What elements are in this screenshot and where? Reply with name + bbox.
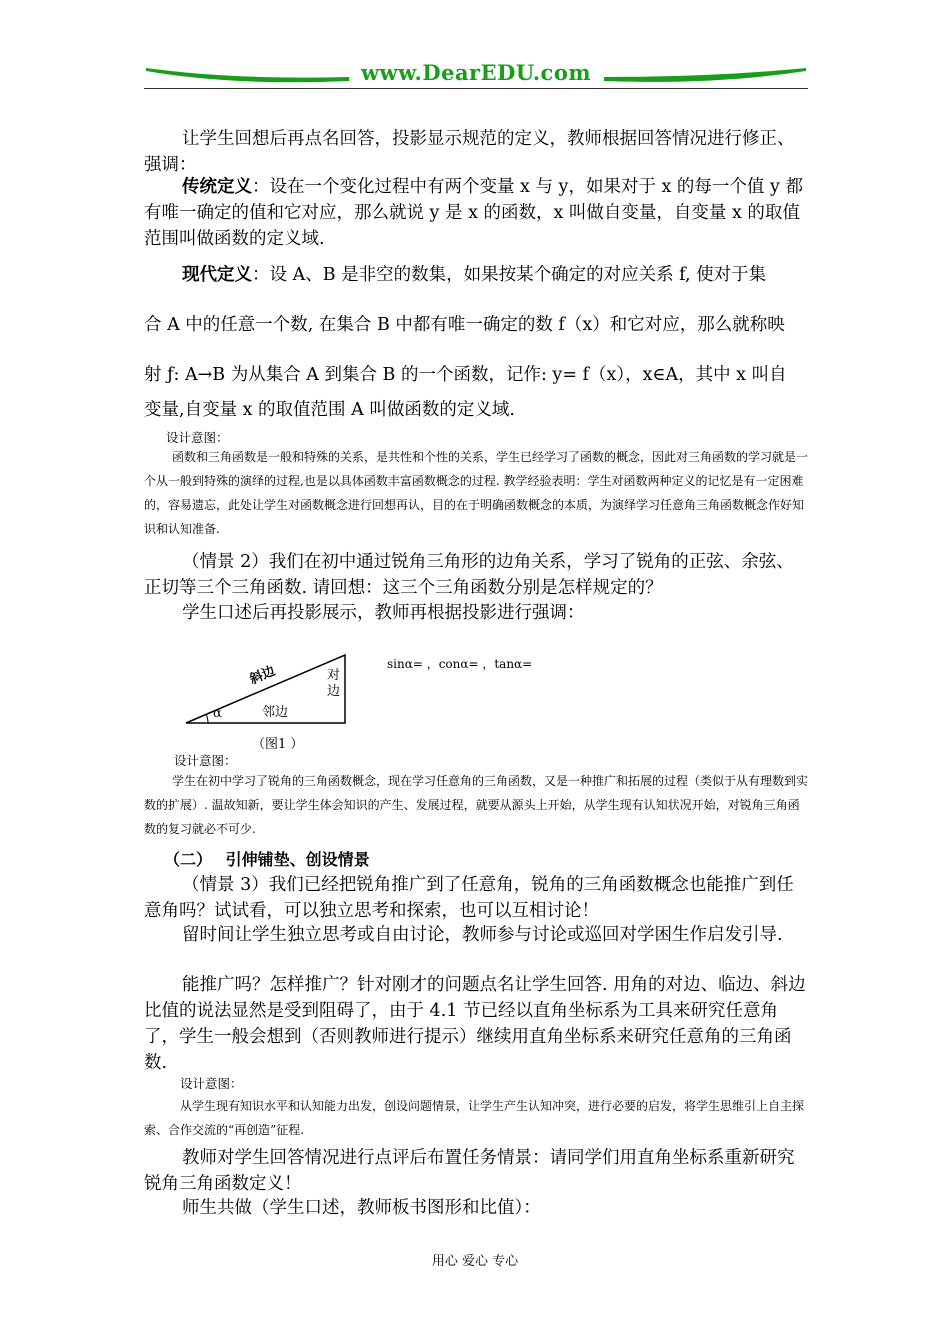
opposite-label: 对边 bbox=[327, 668, 341, 699]
trig-formula: sinα= ，conα= ，tanα= bbox=[387, 657, 533, 671]
design-intent-title-3: 设计意图： bbox=[180, 1076, 243, 1091]
design-intent-note-1: 函数和三角函数是一般和特殊的关系，是共性和个性的关系，学生已经学习了函数的概念，因此对三角函数的学习就是一个从一般到特殊的演绎的过程,也是以具体函数丰富函数概念的过程. 教学经验表明：学生对函数两种定义的记忆是有一定困难的，容易遗忘，此处让学生对函数概念进行回想再认，目的在于明确函数概念的本质，为演绎学习任意角三角函数概念作好知识和认知准备. bbox=[144, 450, 809, 536]
design-intent-title-2: 设计意图： bbox=[174, 753, 237, 768]
brand-logo[interactable]: www.DearEDU.com bbox=[360, 60, 592, 85]
modern-definition-text-1: ：设 A、B 是非空的数集，如果按某个确定的对应关系 f, 使对于集 bbox=[252, 265, 767, 285]
paragraph-co-work: 师生共做（学生口述，教师板书图形和比值）： bbox=[182, 1198, 541, 1218]
modern-definition-line-1 bbox=[144, 262, 808, 288]
page-header bbox=[144, 58, 808, 94]
figure-caption: （图1 ） bbox=[252, 737, 304, 752]
paragraph-traditional-definition bbox=[144, 174, 808, 252]
header-rule bbox=[144, 88, 808, 89]
angle-label: α bbox=[213, 706, 222, 721]
paragraph-generalize: 能推广吗？怎样推广？针对刚才的问题点名让学生回答. 用角的对边、临边、斜边比值的说法显然是受到阻碍了，由于 4.1 节已经以直角坐标系为工具来研究任意角了，学生一般会想到（否则教师进行提示）继续用直角坐标系来研究任意角的三角函数. bbox=[144, 975, 806, 1073]
adjacent-label: 邻边 bbox=[262, 705, 289, 720]
design-intent-title-1: 设计意图： bbox=[166, 430, 229, 445]
paragraph-1: 让学生回想后再点名回答，投影显示规范的定义，教师根据回答情况进行修正、强调： bbox=[144, 129, 795, 175]
traditional-definition-text: ：设在一个变化过程中有两个变量 x 与 y，如果对于 x 的每一个值 y 都有唯一确定的值和它对应，那么就说 y 是 x 的函数，x 叫做自变量，自变量 x 的取值范围叫做函数的定义域. bbox=[144, 177, 803, 249]
modern-definition-label: 现代定义 bbox=[182, 265, 252, 285]
paragraph-projection: 学生口述后再投影展示，教师再根据投影进行强调： bbox=[182, 603, 585, 623]
paragraph-scenario-2: （情景 2）我们在初中通过锐角三角形的边角关系，学习了锐角的正弦、余弦、正切等三个三角函数. 请回想：这三个三角函数分别是怎样规定的？ bbox=[144, 552, 794, 598]
hypotenuse-label: 斜边 bbox=[247, 663, 278, 688]
design-intent-note-3: 从学生现有知识水平和认知能力出发，创设问题情景，让学生产生认知冲突，进行必要的启发，将学生思维引上自主探索、合作交流的“再创造”征程. bbox=[144, 1099, 805, 1137]
paragraph-discussion: 留时间让学生独立思考或自由讨论，教师参与讨论或巡回对学困生作启发引导. bbox=[182, 925, 783, 945]
modern-definition-line-2: 合 A 中的任意一个数, 在集合 B 中都有唯一确定的数 f（x）和它对应，那么就称映 bbox=[144, 315, 785, 335]
section-title: （二） 引伸铺垫、创设情景 bbox=[164, 850, 370, 869]
page-footer: 用心 爱心 专心 bbox=[431, 1254, 519, 1269]
design-intent-note-2: 学生在初中学习了锐角的三角函数概念，现在学习任意角的三角函数，又是一种推广和拓展的过程（类似于从有理数到实数的扩展）. 温故知新，要让学生体会知识的产生、发展过程，就要从源头上开始，从学生现有认知状况开始，对锐角三角函数的复习就必不可少. bbox=[144, 774, 809, 836]
paragraph-scenario-3: （情景 3）我们已经把锐角推广到了任意角，锐角的三角函数概念也能推广到任意角吗？试试看，可以独立思考和探索，也可以互相讨论！ bbox=[144, 875, 794, 921]
paragraph-task: 教师对学生回答情况进行点评后布置任务情景：请同学们用直角坐标系重新研究锐角三角函数定义！ bbox=[144, 1148, 795, 1194]
traditional-definition-label: 传统定义 bbox=[182, 177, 252, 197]
modern-definition-line-3: 射 ƒ: A→B 为从集合 A 到集合 B 的一个函数，记作: y= f（x），x∈A，其中 x 叫自 bbox=[144, 365, 787, 385]
modern-definition-line-4: 变量,自变量 x 的取值范围 A 叫做函数的定义域. bbox=[144, 400, 515, 420]
